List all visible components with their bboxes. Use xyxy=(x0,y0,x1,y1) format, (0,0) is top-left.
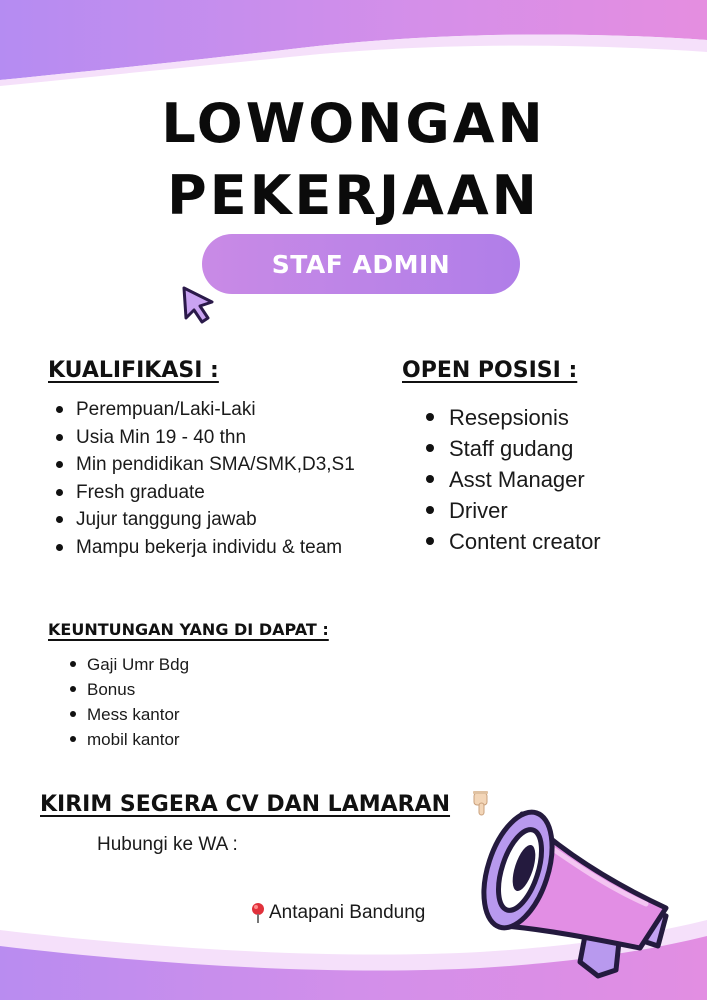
list-item: Asst Manager xyxy=(426,464,601,495)
list-item: Content creator xyxy=(426,526,601,557)
position-badge xyxy=(202,234,520,294)
benefits-heading: KEUNTUNGAN YANG DI DAPAT : xyxy=(48,620,329,639)
list-item: mobil kantor xyxy=(70,727,189,752)
cursor-arrow-icon xyxy=(178,284,218,328)
list-item: Resepsionis xyxy=(426,402,601,433)
title-line-2: PEKERJAAN xyxy=(167,164,540,227)
list-item: Staff gudang xyxy=(426,433,601,464)
qualifications-list xyxy=(56,396,355,562)
list-item: Driver xyxy=(426,495,601,526)
list-item: Perempuan/Laki-Laki xyxy=(56,396,355,424)
list-item: Mess kantor xyxy=(70,702,189,727)
top-wave-decoration xyxy=(0,0,707,90)
list-item: Gaji Umr Bdg xyxy=(70,652,189,677)
list-item: Fresh graduate xyxy=(56,479,355,507)
location-pin-icon xyxy=(250,902,266,924)
position-badge-label: STAF ADMIN xyxy=(271,249,451,279)
whatsapp-contact-label: Hubungi ke WA : xyxy=(97,834,238,855)
list-item: Bonus xyxy=(70,677,189,702)
benefits-list xyxy=(70,652,189,752)
poster-title xyxy=(0,88,707,232)
open-positions-list xyxy=(426,402,601,557)
list-item: Usia Min 19 - 40 thn xyxy=(56,424,355,452)
megaphone-icon xyxy=(470,770,690,1000)
list-item: Min pendidikan SMA/SMK,D3,S1 xyxy=(56,451,355,479)
open-positions-heading: OPEN POSISI : xyxy=(402,358,578,383)
list-item: Mampu bekerja individu & team xyxy=(56,534,355,562)
qualifications-heading: KUALIFIKASI : xyxy=(48,358,219,383)
location-text: Antapani Bandung xyxy=(269,902,426,923)
location xyxy=(250,902,425,924)
cta-heading: KIRIM SEGERA CV DAN LAMARAN xyxy=(40,792,451,817)
list-item: Jujur tanggung jawab xyxy=(56,506,355,534)
title-line-1: LOWONGAN xyxy=(161,92,546,155)
